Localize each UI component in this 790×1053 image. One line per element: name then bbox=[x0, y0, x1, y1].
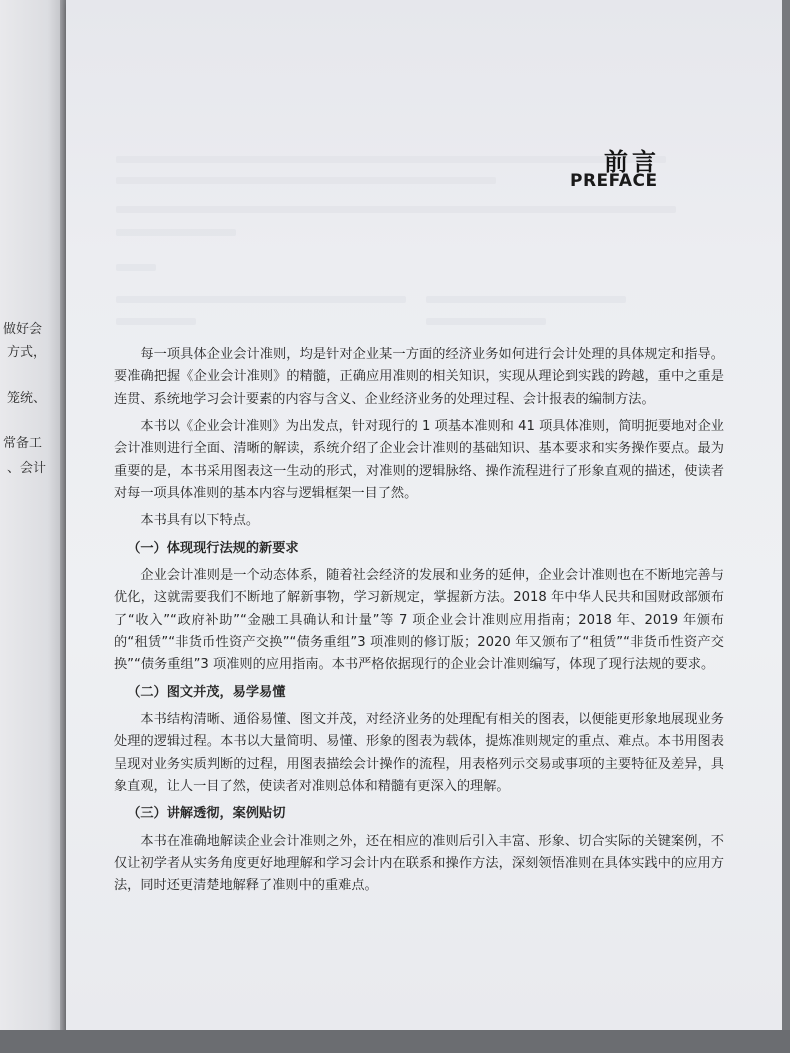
paragraph: 企业会计准则是一个动态体系，随着社会经济的发展和业务的延伸，企业会计准则也在不断地完善与优化，这就需要我们不断地了解新事物，学习新规定，掌握新方法。2018 年中华人民共和国财政部颁布了“收入”“政府补助”“金融工具确认和计量”等 7 项企业会计准则应用指南；2018 年、2019 年颁布的“租赁”“非货币性资产交换”“债务重组”3 项准则的修订版；2020 年又颁布了“租赁”“非货币性资产交换”“债务重组”3 项准则的应用指南。本书严格依据现行的企业会计准则编写，体现了现行法规的要求。 bbox=[114, 567, 724, 673]
show-through-line bbox=[426, 318, 546, 325]
paragraph: 本书以《企业会计准则》为出发点，针对现行的 1 项基本准则和 41 项具体准则，简明扼要地对企业会计准则进行全面、清晰的解读，系统介绍了企业会计准则的基础知识、基本要求和实务操作要点。最为重要的是，本书采用图表这一生动的形式，对准则的逻辑脉络、操作流程进行了形象直观的描述，使读者对每一项具体准则的基本内容与逻辑框架一目了然。 bbox=[114, 419, 724, 502]
section-heading: （三）讲解透彻，案例贴切 bbox=[127, 806, 286, 822]
page-bottom-edge bbox=[0, 1030, 790, 1053]
paragraph: 本书在准确地解读企业会计准则之外，还在相应的准则后引入丰富、形象、切合实际的关键案例，不仅让初学者从实务角度更好地理解和学习会计内在联系和操作方法，深刻领悟准则在具体实践中的应用方法，同时还更清楚地解释了准则中的重难点。 bbox=[114, 833, 724, 894]
show-through-line bbox=[116, 296, 406, 303]
preface-subtitle: PREFACE bbox=[570, 171, 658, 191]
left-page-text: 方式， bbox=[6, 345, 46, 360]
left-page-text: 做好会 bbox=[2, 322, 42, 337]
left-page-text: 常备工 bbox=[2, 436, 42, 451]
show-through-line bbox=[116, 156, 666, 163]
section-heading: （一）体现现行法规的新要求 bbox=[127, 540, 299, 556]
paragraph: 本书结构清晰、通俗易懂、图文并茂，对经济业务的处理配有相关的图表，以便能更形象地展现业务处理的逻辑过程。本书以大量简明、易懂、形象的图表为载体，提炼准则规定的重点、难点。本书用图表呈现对业务实质判断的过程，用图表描绘会计操作的流程，用表格列示交易或事项的主要特征及差异，具象直观，让人一目了然，使读者对准则总体和精髓有更深入的理解。 bbox=[114, 711, 724, 795]
show-through-line bbox=[426, 296, 626, 303]
preface-body bbox=[114, 344, 724, 903]
paragraph: 本书具有以下特点。 bbox=[140, 513, 260, 529]
page-right-edge bbox=[782, 0, 790, 1053]
left-page-text: 笼统、 bbox=[6, 391, 46, 406]
section-heading: （二）图文并茂，易学易懂 bbox=[127, 684, 286, 700]
paragraph: 每一项具体企业会计准则，均是针对企业某一方面的经济业务如何进行会计处理的具体规定和指导。要准确把握《企业会计准则》的精髓，正确应用准则的相关知识，实现从理论到实践的跨越，重中之重是连贯、系统地学习会计要素的内容与含义、企业经济业务的处理过程、会计报表的编制方法。 bbox=[114, 347, 724, 407]
show-through-line bbox=[116, 206, 676, 213]
left-page-text: 、会计 bbox=[6, 461, 46, 476]
show-through-line bbox=[116, 229, 236, 236]
show-through-line bbox=[116, 177, 496, 184]
show-through-line bbox=[116, 318, 196, 325]
preface-title: 前言 bbox=[604, 147, 660, 176]
show-through-line bbox=[116, 264, 156, 271]
previous-page-edge bbox=[0, 0, 68, 1053]
